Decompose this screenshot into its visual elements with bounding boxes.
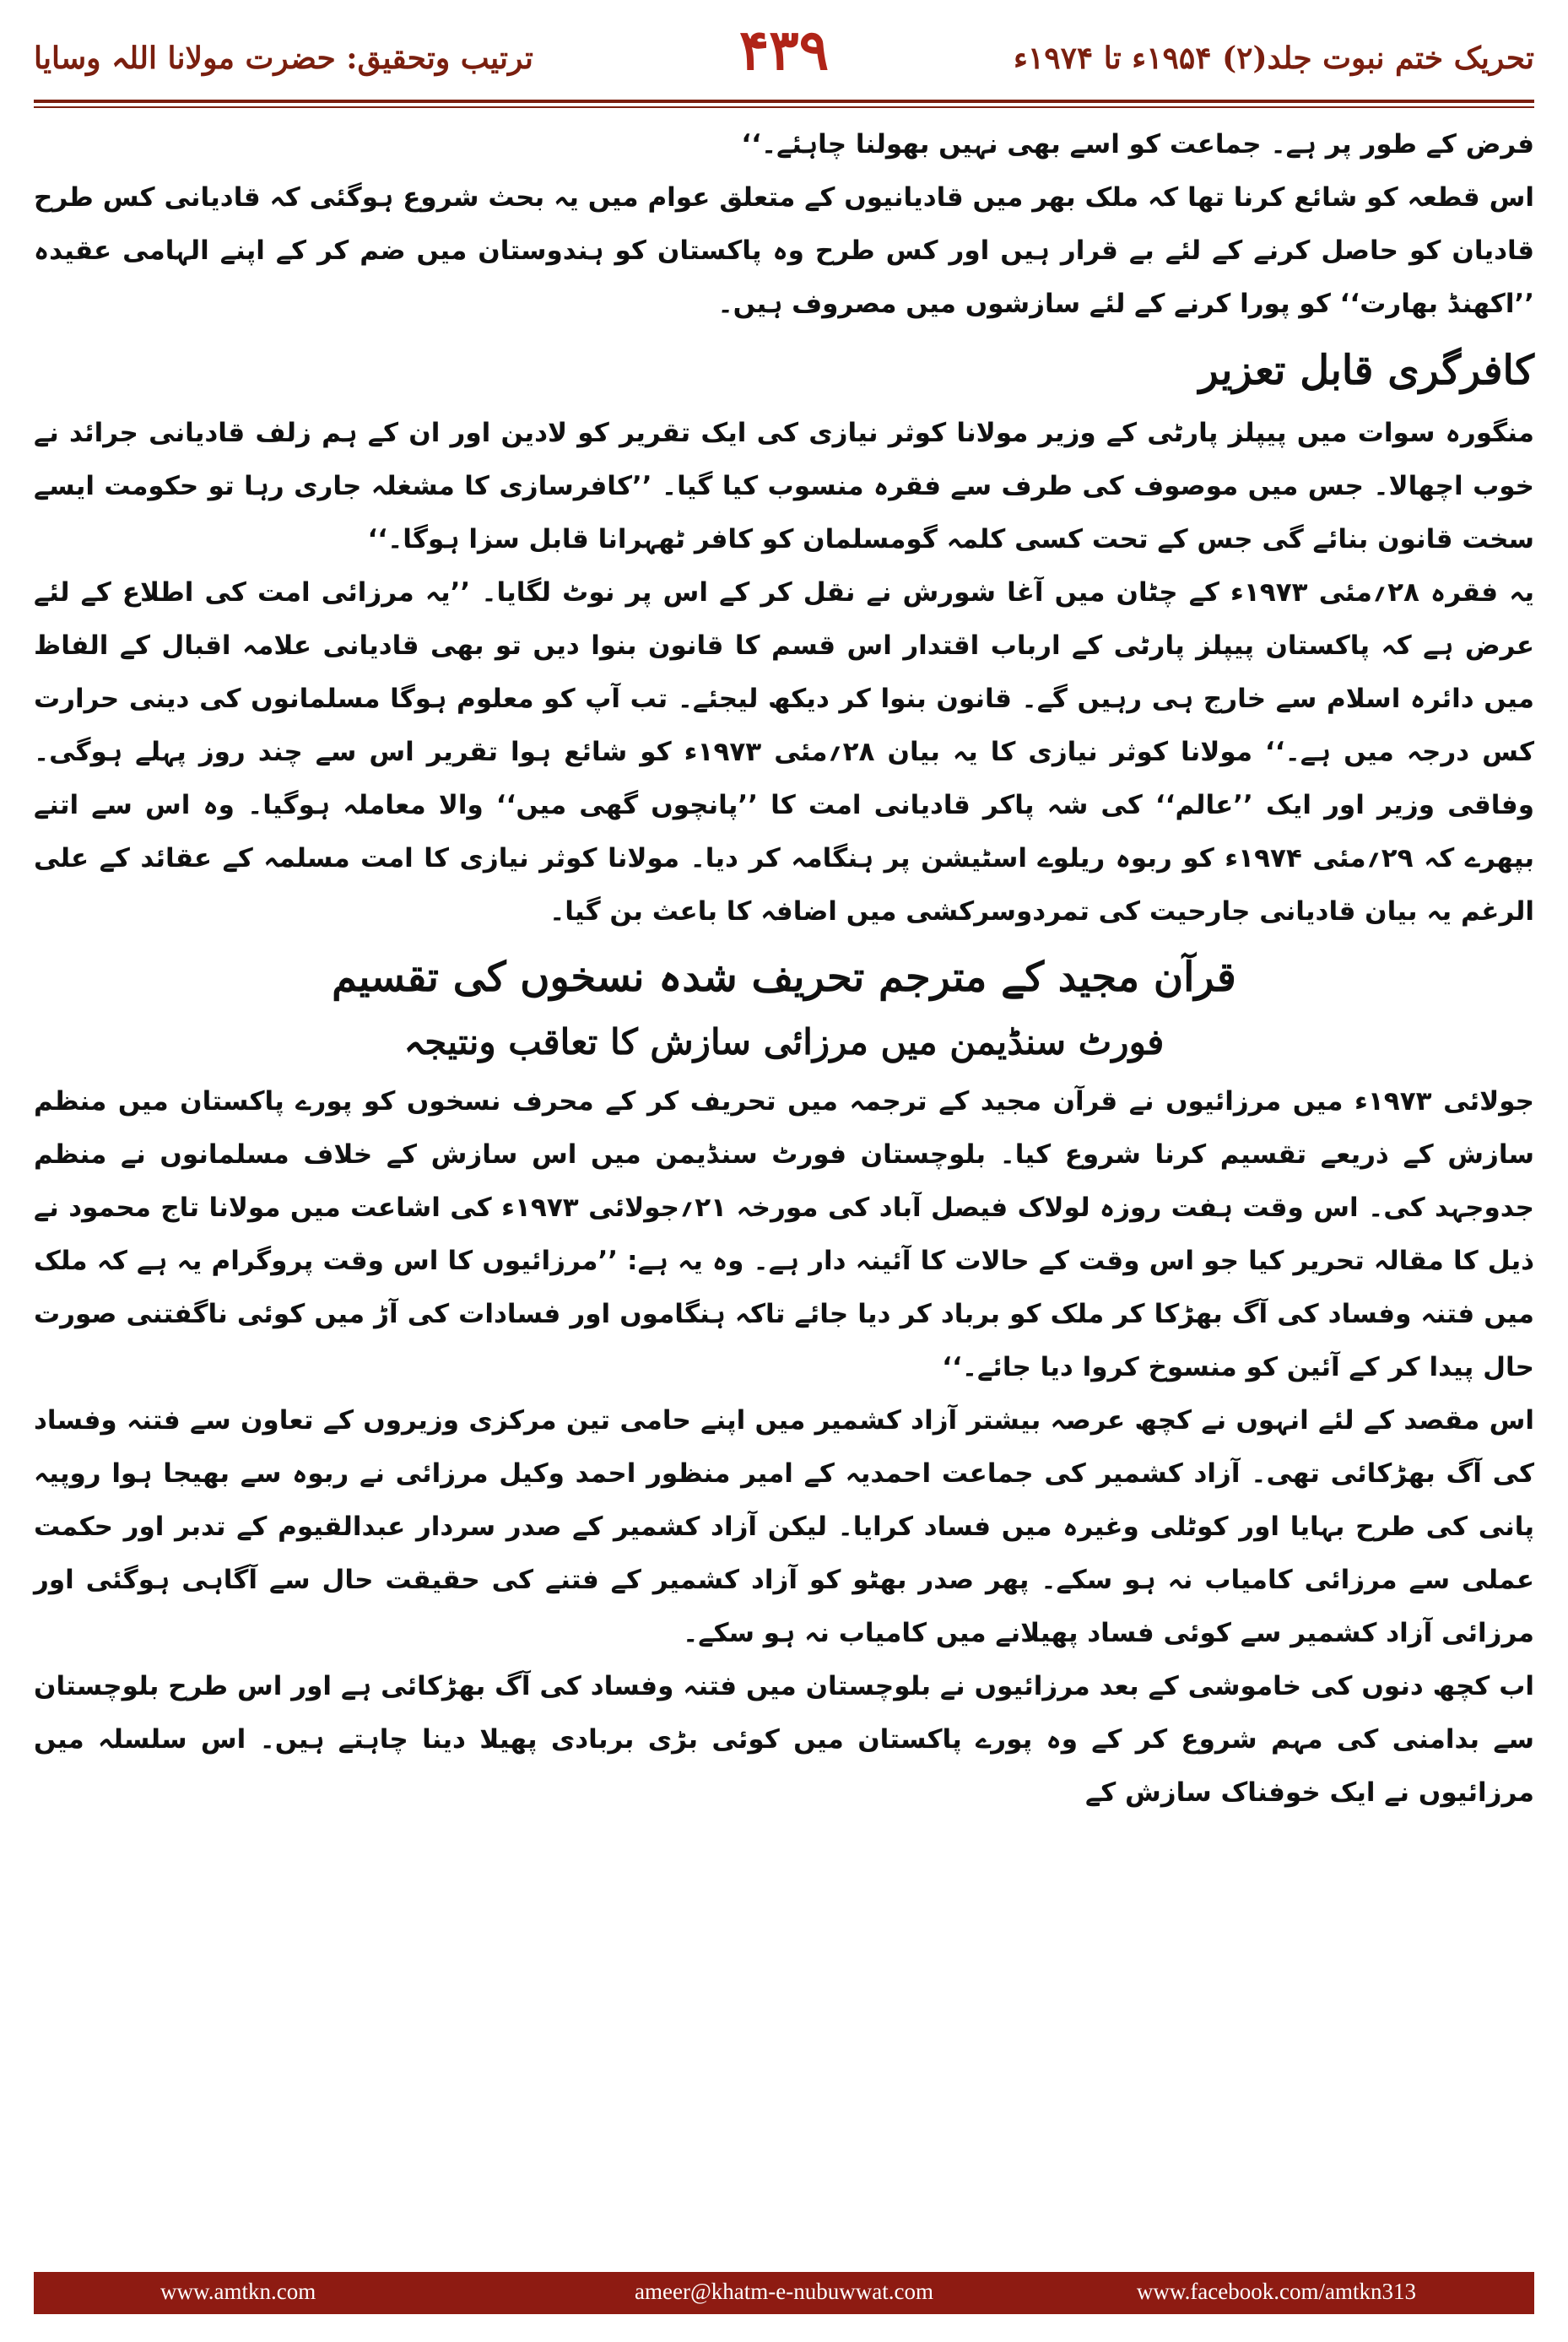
page-header	[34, 17, 1534, 97]
paragraph: فرض کے طور پر ہے۔ جماعت کو اسے بھی نہیں بھولنا چاہئے۔‘‘	[741, 129, 1534, 160]
website-link[interactable]: www.amtkn.com	[160, 2279, 316, 2304]
compiler-credit: ترتیب وتحقیق: حضرت مولانا اللہ وسایا	[34, 41, 533, 76]
paragraph: یہ فقرہ ۲۸؍مئی ۱۹۷۳ء کے چٹان میں آغا شورش نے نقل کر کے اس پر نوٹ لگایا۔ ’’یہ مرزائی امت کی اطلاع کے لئے عرض ہے کہ پاکستان پیپلز پارٹی کے ارباب اقتدار اس قسم کا قانون بنوا دیں تو بھی قادیانی علامہ اقبال کے الفاظ میں دائرہ اسلام سے خارج ہی رہیں گے۔ قانون بنوا کر دیکھ لیجئے۔ تب آپ کو معلوم ہوگا مسلمانوں کی دینی حرارت کس درجہ میں ہے۔‘‘ مولانا کوثر نیازی کا یہ بیان ۲۸؍مئی ۱۹۷۳ء کو شائع ہوا تقریر اس سے چند روز پہلے ہوگی۔ وفاقی وزیر اور ایک ’’عالم‘‘ کی شہ پاکر قادیانی امت کا ’’پانچوں گھی میں‘‘ والا معاملہ ہوگیا۔ وہ اس سے اتنے بپھرے کہ ۲۹؍مئی ۱۹۷۴ء کو ربوہ ریلوے اسٹیشن پر ہنگامہ کر دیا۔ مولانا کوثر نیازی کا امت مسلمہ کے عقائد کے علی الرغم یہ بیان قادیانی جارحیت کی تمردوسرکشی میں اضافہ کا باعث بن گیا۔	[34, 577, 1535, 927]
email-link[interactable]: ameer@khatm-e-nubuwwat.com	[635, 2279, 933, 2304]
page-body	[34, 118, 1534, 1820]
book-title: تحریک ختم نبوت جلد(۲) ۱۹۵۴ء تا ۱۹۷۴ء	[1013, 41, 1534, 76]
paragraph: اس قطعہ کو شائع کرنا تھا کہ ملک بھر میں قادیانیوں کے متعلق عوام میں یہ بحث شروع ہوگئی کہ قادیانی کس طرح قادیان کو حاصل کرنے کے لئے بے قرار ہیں اور کس طرح وہ پاکستان کو ہندوستان میں ضم کر کے اپنے الہامی عقیدہ ’’اکھنڈ بھارت‘‘ کو پورا کرنے کے لئے سازشوں میں مصروف ہیں۔	[34, 182, 1534, 319]
section-heading: قرآن مجید کے مترجم تحریف شدہ نسخوں کی تقسیم	[332, 954, 1236, 1001]
page-footer	[34, 2272, 1534, 2314]
header-divider-thin	[34, 106, 1534, 108]
paragraph: اب کچھ دنوں کی خاموشی کے بعد مرزائیوں نے بلوچستان میں فتنہ وفساد کی آگ بھڑکائی ہے اور اس طرح بلوچستان سے بدامنی کی مہم شروع کر کے وہ پورے پاکستان میں کوئی بڑی بربادی پھیلا دینا چاہتے ہیں۔ اس سلسلہ میں مرزائیوں نے ایک خوفناک سازش کے	[34, 1671, 1534, 1808]
facebook-link[interactable]: www.facebook.com/amtkn313	[1136, 2279, 1416, 2304]
page-number: ۴۳۹	[738, 17, 830, 83]
paragraph: اس مقصد کے لئے انہوں نے کچھ عرصہ بیشتر آزاد کشمیر میں اپنے حامی تین مرکزی وزیروں کے تعاون سے فتنہ وفساد کی آگ بھڑکائی تھی۔ آزاد کشمیر کی جماعت احمدیہ کے امیر منظور احمد وکیل مرزائی نے ربوہ سے بھیجا ہوا روپیہ پانی کی طرح بہایا اور کوٹلی وغیرہ میں فساد کرایا۔ لیکن آزاد کشمیر کے صدر سردار عبدالقیوم کے تدبر اور حکمت عملی سے مرزائی کامیاب نہ ہو سکے۔ پھر صدر بھٹو کو آزاد کشمیر کے فتنے کی حقیقت حال سے آگاہی ہوگئی اور مرزائی آزاد کشمیر سے کوئی فساد پھیلانے میں کامیاب نہ ہو سکے۔	[34, 1405, 1534, 1648]
section-heading: کافرگری قابل تعزیر	[1198, 347, 1534, 394]
paragraph: منگورہ سوات میں پیپلز پارٹی کے وزیر مولانا کوثر نیازی کی ایک تقریر کو لادین اور ان کے ہم زلف قادیانی جرائد نے خوب اچھالا۔ جس میں موصوف کی طرف سے فقرہ منسوب کیا گیا۔ ’’کافرسازی کا مشغلہ جاری رہا تو حکومت ایسے سخت قانون بنائے گی جس کے تحت کسی کلمہ گومسلمان کو کافر ٹھہرانا قابل سزا ہوگا۔‘‘	[34, 418, 1534, 554]
header-divider	[34, 100, 1534, 103]
section-subheading: فورٹ سنڈیمن میں مرزائی سازش کا تعاقب ونتیجہ	[403, 1021, 1165, 1063]
paragraph: جولائی ۱۹۷۳ء میں مرزائیوں نے قرآن مجید کے ترجمہ میں تحریف کر کے محرف نسخوں کو پورے پاکستان میں منظم سازش کے ذریعے تقسیم کرنا شروع کیا۔ بلوچستان فورٹ سنڈیمن میں اس سازش کے خلاف مسلمانوں نے منظم جدوجہد کی۔ اس وقت ہفت روزہ لولاک فیصل آباد کی مورخہ ۲۱؍جولائی ۱۹۷۳ء کی اشاعت میں مولانا تاج محمود نے ذیل کا مقالہ تحریر کیا جو اس وقت کے حالات کا آئینہ دار ہے۔ وہ یہ ہے: ’’مرزائیوں کا اس وقت پروگرام یہ ہے کہ ملک میں فتنہ وفساد کی آگ بھڑکا کر ملک کو برباد کر دیا جائے تاکہ ہنگاموں اور فسادات کی آڑ میں کوئی ناگفتنی صورت حال پیدا کر کے آئین کو منسوخ کروا دیا جائے۔‘‘	[34, 1086, 1535, 1382]
